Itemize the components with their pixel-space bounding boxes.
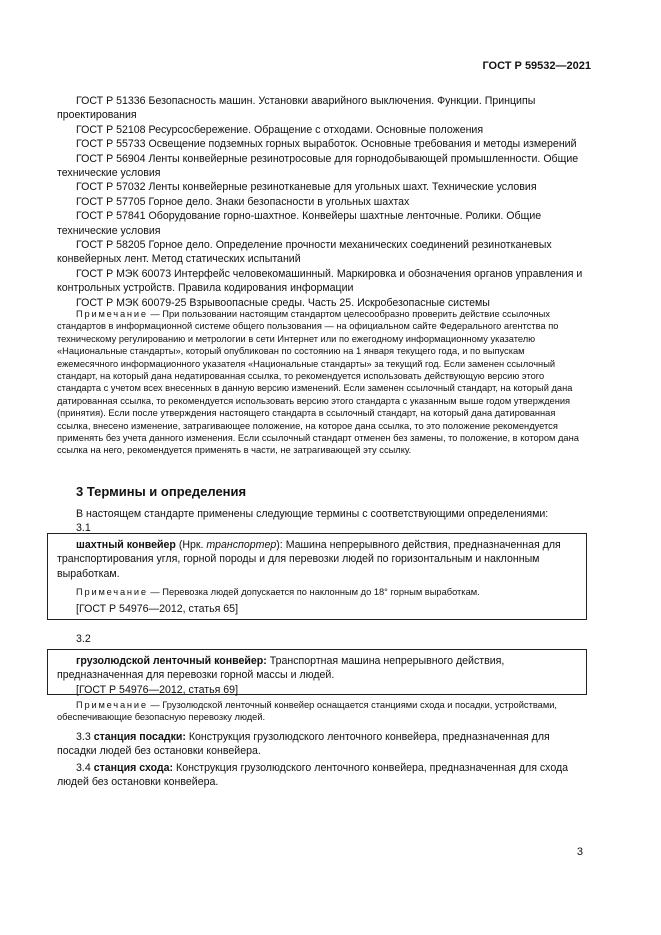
- reference-list: [57, 94, 587, 310]
- page-number: 3: [576, 846, 583, 858]
- reference-note: [57, 308, 587, 457]
- term-definition: грузолюдской ленточный конвейер: Транспортная машина непрерывного действия, предназначенная для перевозки горной массы и людей.: [57, 655, 505, 682]
- reference-item: ГОСТ Р 57841 Оборудование горно-шахтное. Конвейеры шахтные ленточные. Ролики. Общие технические условия: [57, 210, 542, 237]
- term-name: шахтный конвейер: [76, 539, 176, 551]
- term-note: Примечание — Перевозка людей допускается по наклонным до 18° горным выработкам.: [76, 587, 480, 598]
- document-header: ГОСТ Р 59532—2021: [482, 60, 591, 72]
- section-intro: [57, 507, 587, 536]
- term-source: [ГОСТ Р 54976—2012, статья 69]: [76, 683, 239, 696]
- terms-continued: [57, 699, 587, 789]
- reference-item: ГОСТ Р 57032 Ленты конвейерные резинотканевые для угольных шахт. Технические условия: [76, 181, 537, 194]
- reference-item: ГОСТ Р 52108 Ресурсосбережение. Обращение с отходами. Основные положения: [76, 123, 484, 136]
- term-source: [ГОСТ Р 54976—2012, статья 65]: [76, 603, 239, 616]
- reference-item: ГОСТ Р 56904 Ленты конвейерные резинотросовые для горнодобывающей промышленности. Общие технические условия: [57, 152, 579, 180]
- term-number: 3.2: [76, 633, 91, 645]
- term-box-3-2: [47, 649, 587, 695]
- reference-item: ГОСТ Р 57705 Горное дело. Знаки безопасности в угольных шахтах: [76, 195, 410, 208]
- term-3-4: 3.4 станция схода: Конструкция грузолюдского ленточного конвейера, предназначенная для схода людей без остановки конвейера.: [57, 761, 569, 789]
- term-name: станция посадки:: [93, 730, 186, 743]
- reference-item: ГОСТ Р МЭК 60079-25 Взрывоопасные среды. Часть 25. Искробезопасные системы: [76, 296, 490, 309]
- reference-item: ГОСТ Р 55733 Освещение подземных горных выработок. Основные требования и методы измерений: [76, 138, 577, 151]
- term-note: Примечание — Грузолюдской ленточный конвейер оснащается станциями схода и посадки, устройствами, обеспечивающие безопасную перевозку людей.: [57, 700, 557, 723]
- term-definition: шахтный конвейер (Нрк. транспортер): Машина непрерывного действия, предназначенная для транспортирования угля, горной породы и для перевозки людей по горизонтальным и наклонным выработкам.: [57, 539, 561, 580]
- term-number: 3.1: [76, 522, 91, 535]
- note-label: Примечание: [76, 309, 148, 319]
- reference-item: ГОСТ Р МЭК 60073 Интерфейс человекомашинный. Маркировка и обозначения органов управления и контрольных устройств. Правила кодирования информации: [57, 267, 583, 295]
- reference-item: ГОСТ Р 51336 Безопасность машин. Установки аварийного выключения. Функции. Принципы проектирования: [57, 95, 536, 122]
- term-name: станция схода:: [93, 761, 174, 774]
- intro-text: В настоящем стандарте применены следующие термины с соответствующими определениями:: [76, 508, 549, 520]
- section-title: 3 Термины и определения: [76, 484, 247, 499]
- term-name: грузолюдской ленточный конвейер:: [76, 655, 267, 667]
- reference-item: ГОСТ Р 58205 Горное дело. Определение прочности механических соединений резинотканевых конвейерных лент. Метод статических испытаний: [57, 239, 552, 266]
- term-box-3-1: [47, 533, 587, 620]
- note-text: — При пользовании настоящим стандартом целесообразно проверить действие ссылочных стандартов в информационной системе общего пользования — на официальном сайте Федерального агентства по техническому регулированию и метрологии в сети Интернет или по ежегодному информационному указателю «Национальные стандарты», который опубликован по состоянию на 1 января текущего года, и по выпускам ежемесячного информационного указателя «Национальные стандарты» за текущий год. Если заменен ссылочный стандарт, на который дана недатированная ссылка, то рекомендуется использовать действующую версию этого стандарта с учетом всех внесенных в данную версию изменений. Если заменен ссылочный стандарт, на который дана датированная ссылка, то рекомендуется использовать версию этого стандарта с указанным выше годом утверждения (принятия). Если после утверждения настоящего стандарта в ссылочный стандарт, на который дана датированная ссылка, внесено изменение, затрагивающее положение, на которое дана ссылка, то это положение рекомендуется применять без учета данного изменения. Если ссылочный стандарт отменен без замены, то положение, в котором дана ссылка на него, рекомендуется применять в части, не затрагивающей эту ссылку.: [57, 309, 579, 456]
- term-3-3: 3.3 станция посадки: Конструкция грузолюдского ленточного конвейера, предназначенная для посадки людей без остановки конвейера.: [57, 730, 550, 758]
- term-synonym: транспортер: [206, 539, 277, 551]
